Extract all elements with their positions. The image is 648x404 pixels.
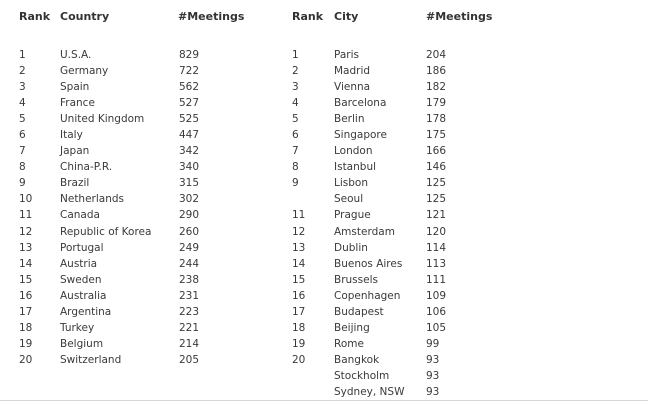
city-rank-header: Rank xyxy=(292,10,324,23)
city-name-cell: Buenos Aires xyxy=(334,257,403,270)
city-row xyxy=(280,112,648,128)
country-rank-cell: 17 xyxy=(19,305,33,318)
country-meetings-cell: 221 xyxy=(179,321,200,334)
country-name-cell: Netherlands xyxy=(60,193,125,206)
city-rank-cell: 17 xyxy=(292,305,306,318)
city-name-cell: Seoul xyxy=(334,193,364,206)
city-rank-cell: 6 xyxy=(292,129,299,142)
country-rank-cell: 10 xyxy=(19,193,33,206)
city-name-cell: Dublin xyxy=(334,241,368,254)
country-rank-header: Rank xyxy=(19,10,51,23)
country-meetings-cell: 562 xyxy=(179,81,200,94)
city-name-cell: Amsterdam xyxy=(334,225,395,238)
country-rank-cell: 16 xyxy=(19,289,33,302)
city-row xyxy=(280,48,648,64)
city-meetings-cell: 105 xyxy=(426,321,447,334)
country-rank-cell: 4 xyxy=(19,97,26,110)
country-rank-cell: 3 xyxy=(19,81,26,94)
city-meetings-cell: 120 xyxy=(426,225,447,238)
country-name-cell: Italy xyxy=(60,129,83,142)
city-row xyxy=(280,305,648,321)
city-rank-cell: 13 xyxy=(292,241,306,254)
country-meetings-cell: 249 xyxy=(179,241,200,254)
country-rank-cell: 12 xyxy=(19,225,33,238)
city-rank-cell: 1 xyxy=(292,49,299,61)
city-rank-cell: 3 xyxy=(292,81,299,94)
city-table xyxy=(280,48,648,401)
country-rank-cell: 13 xyxy=(19,241,33,254)
city-name-cell: Madrid xyxy=(334,65,371,78)
city-row xyxy=(280,369,648,385)
city-name-cell: Istanbul xyxy=(334,161,377,174)
country-meetings-header: #Meetings xyxy=(178,10,245,23)
country-rank-cell: 15 xyxy=(19,273,33,286)
country-rank-cell: 8 xyxy=(19,161,26,174)
country-meetings-cell: 223 xyxy=(179,305,200,318)
country-meetings-cell: 231 xyxy=(179,289,200,302)
city-meetings-cell: 186 xyxy=(426,65,447,78)
city-rank-cell: 20 xyxy=(292,353,306,366)
city-rank-cell: 14 xyxy=(292,257,306,270)
city-row xyxy=(280,144,648,160)
city-rank-cell: 2 xyxy=(292,65,299,78)
country-name-cell: Republic of Korea xyxy=(60,225,152,238)
country-name-cell: France xyxy=(60,97,95,110)
city-row xyxy=(280,321,648,337)
country-rank-cell: 18 xyxy=(19,321,33,334)
city-meetings-cell: 93 xyxy=(426,385,440,398)
country-name-cell: Portugal xyxy=(60,241,104,254)
country-rank-cell: 1 xyxy=(19,49,26,61)
city-rank-cell: 15 xyxy=(292,273,306,286)
country-name-cell: Canada xyxy=(60,209,100,222)
city-row xyxy=(280,208,648,224)
country-name-cell: United Kingdom xyxy=(60,113,145,126)
city-row xyxy=(280,160,648,176)
city-meetings-cell: 114 xyxy=(426,241,447,254)
country-meetings-cell: 447 xyxy=(179,129,200,142)
city-row xyxy=(280,289,648,305)
city-row xyxy=(280,96,648,112)
country-row xyxy=(0,80,280,96)
country-meetings-cell: 525 xyxy=(179,113,200,126)
city-name-cell: Prague xyxy=(334,209,371,222)
city-meetings-cell: 93 xyxy=(426,369,440,382)
city-rank-cell: 18 xyxy=(292,321,306,334)
country-row xyxy=(0,337,280,353)
city-name-cell: Lisbon xyxy=(334,177,368,190)
city-row xyxy=(280,80,648,96)
city-meetings-cell: 99 xyxy=(426,337,440,350)
city-row xyxy=(280,128,648,144)
city-name-cell: Brussels xyxy=(334,273,378,286)
city-meetings-cell: 166 xyxy=(426,145,447,158)
country-name-header: Country xyxy=(60,10,110,23)
city-row xyxy=(280,273,648,289)
city-rank-cell: 7 xyxy=(292,145,299,158)
country-name-cell: China-P.R. xyxy=(60,161,113,174)
country-rank-cell: 14 xyxy=(19,257,33,270)
city-name-cell: Copenhagen xyxy=(334,289,401,302)
city-meetings-cell: 204 xyxy=(426,49,447,61)
bottom-divider xyxy=(0,400,648,401)
city-meetings-cell: 111 xyxy=(426,273,447,286)
city-row xyxy=(280,257,648,273)
country-meetings-cell: 290 xyxy=(179,209,200,222)
city-row xyxy=(280,385,648,401)
country-row xyxy=(0,273,280,289)
country-row xyxy=(0,128,280,144)
city-meetings-header: #Meetings xyxy=(426,10,493,23)
city-rank-cell: 5 xyxy=(292,113,299,126)
city-rank-cell: 19 xyxy=(292,337,306,350)
city-name-cell: Stockholm xyxy=(334,369,390,382)
city-row xyxy=(280,337,648,353)
country-rank-cell: 7 xyxy=(19,145,26,158)
city-meetings-cell: 179 xyxy=(426,97,447,110)
city-meetings-cell: 178 xyxy=(426,113,447,126)
country-name-cell: Argentina xyxy=(60,305,112,318)
city-rank-cell: 4 xyxy=(292,97,299,110)
city-row xyxy=(280,176,648,192)
city-name-cell: Rome xyxy=(334,337,364,350)
country-row xyxy=(0,241,280,257)
city-meetings-cell: 125 xyxy=(426,193,447,206)
country-rank-cell: 11 xyxy=(19,209,33,222)
country-rank-cell: 9 xyxy=(19,177,26,190)
country-rank-cell: 19 xyxy=(19,337,33,350)
city-row xyxy=(280,64,648,80)
city-meetings-cell: 125 xyxy=(426,177,447,190)
city-meetings-cell: 106 xyxy=(426,305,447,318)
country-row xyxy=(0,321,280,337)
country-name-cell: Australia xyxy=(60,289,107,302)
city-name-cell: Vienna xyxy=(334,81,371,94)
country-rank-cell: 2 xyxy=(19,65,26,78)
country-row xyxy=(0,289,280,305)
city-name-cell: Paris xyxy=(334,49,359,61)
city-name-cell: Bangkok xyxy=(334,353,380,366)
country-row xyxy=(0,112,280,128)
country-name-cell: Switzerland xyxy=(60,353,122,366)
country-meetings-cell: 342 xyxy=(179,145,200,158)
country-meetings-cell: 260 xyxy=(179,225,200,238)
country-rank-cell: 5 xyxy=(19,113,26,126)
city-meetings-cell: 109 xyxy=(426,289,447,302)
country-row xyxy=(0,353,280,369)
country-row xyxy=(0,208,280,224)
country-name-cell: Spain xyxy=(60,81,90,94)
city-meetings-cell: 121 xyxy=(426,209,447,222)
city-name-cell: Beijing xyxy=(334,321,370,334)
country-name-cell: Japan xyxy=(60,145,90,158)
country-row xyxy=(0,144,280,160)
country-meetings-cell: 244 xyxy=(179,257,200,270)
city-rank-cell: 11 xyxy=(292,209,306,222)
city-rank-cell: 16 xyxy=(292,289,306,302)
country-row xyxy=(0,96,280,112)
city-row xyxy=(280,353,648,369)
city-meetings-cell: 182 xyxy=(426,81,447,94)
country-row xyxy=(0,160,280,176)
city-name-cell: Barcelona xyxy=(334,97,387,110)
country-meetings-cell: 214 xyxy=(179,337,200,350)
country-row xyxy=(0,305,280,321)
country-name-cell: Turkey xyxy=(60,321,95,334)
country-meetings-cell: 340 xyxy=(179,161,200,174)
city-name-cell: Berlin xyxy=(334,113,365,126)
country-row xyxy=(0,192,280,208)
country-meetings-cell: 722 xyxy=(179,65,200,78)
city-row xyxy=(280,192,648,208)
country-meetings-cell: 527 xyxy=(179,97,200,110)
country-rank-cell: 6 xyxy=(19,129,26,142)
country-meetings-cell: 238 xyxy=(179,273,200,286)
city-name-cell: Budapest xyxy=(334,305,384,318)
country-meetings-cell: 829 xyxy=(179,49,200,61)
country-table xyxy=(0,48,280,369)
country-name-cell: Austria xyxy=(60,257,98,270)
country-name-cell: Germany xyxy=(60,65,109,78)
city-name-cell: Singapore xyxy=(334,129,387,142)
country-name-cell: Sweden xyxy=(60,273,102,286)
city-meetings-cell: 175 xyxy=(426,129,447,142)
city-row xyxy=(280,241,648,257)
city-rank-cell: 8 xyxy=(292,161,299,174)
city-meetings-cell: 113 xyxy=(426,257,447,270)
city-name-cell: London xyxy=(334,145,373,158)
country-row xyxy=(0,64,280,80)
city-name-header: City xyxy=(334,10,359,23)
country-rank-cell: 20 xyxy=(19,353,33,366)
city-meetings-cell: 93 xyxy=(426,353,440,366)
country-meetings-cell: 205 xyxy=(179,353,200,366)
country-meetings-cell: 302 xyxy=(179,193,200,206)
city-name-cell: Sydney, NSW xyxy=(334,385,405,398)
country-row xyxy=(0,48,280,64)
country-row xyxy=(0,176,280,192)
country-name-cell: Belgium xyxy=(60,337,104,350)
city-rank-cell: 9 xyxy=(292,177,299,190)
city-meetings-cell: 146 xyxy=(426,161,447,174)
country-name-cell: U.S.A. xyxy=(60,49,92,61)
country-row xyxy=(0,257,280,273)
city-rank-cell: 12 xyxy=(292,225,306,238)
country-row xyxy=(0,225,280,241)
country-meetings-cell: 315 xyxy=(179,177,200,190)
country-name-cell: Brazil xyxy=(60,177,90,190)
city-row xyxy=(280,225,648,241)
